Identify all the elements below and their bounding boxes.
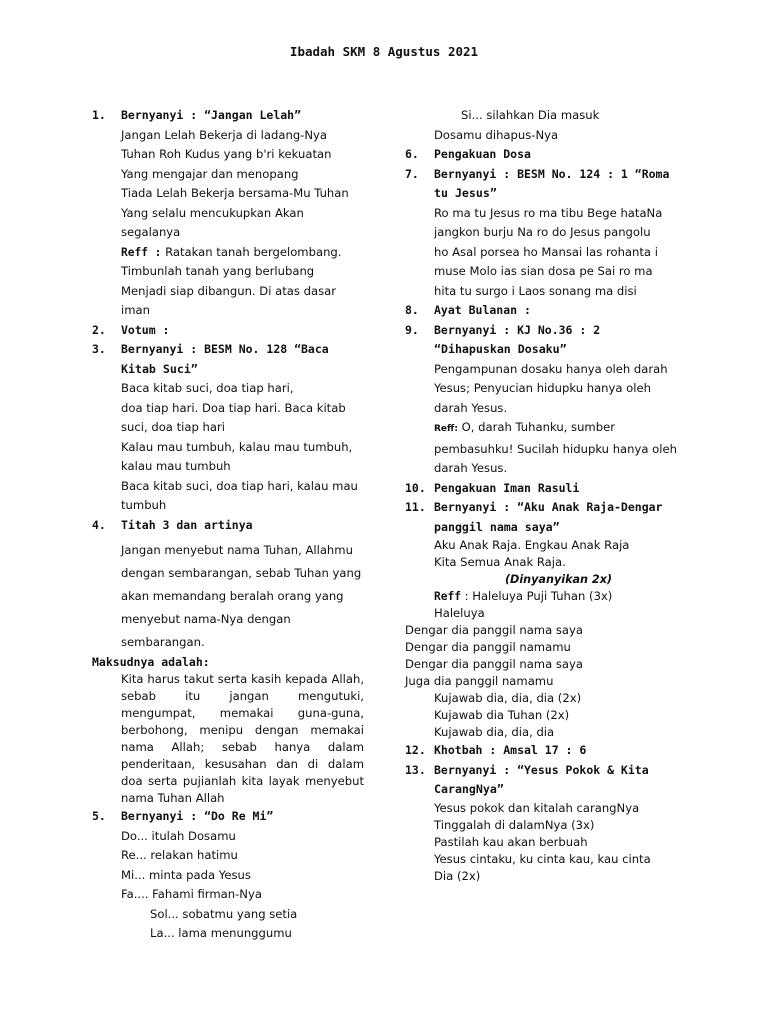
lyric-line: Yesus; Penyucian hidupku hanya oleh — [434, 381, 651, 395]
lyric-line: Tuhan Roh Kudus yang b'ri kekuatan — [121, 147, 332, 161]
reff-text: : Haleluya Puji Tuhan (3x) — [460, 589, 613, 603]
lyric-line: darah Yesus. — [434, 400, 508, 415]
document-title: Ibadah SKM 8 Agustus 2021 — [289, 44, 479, 59]
lyric-line: Yesus cintaku, ku cinta kau, kau cinta — [434, 851, 651, 866]
lyric-line: Re... relakan hatimu — [121, 848, 238, 862]
section-number: 7. — [405, 166, 419, 181]
section-number: 12. — [405, 743, 426, 757]
section-number: 2. — [92, 322, 106, 337]
section-title-cont: panggil nama saya” — [434, 519, 560, 534]
section-5-heading — [92, 807, 364, 827]
right-column — [405, 106, 683, 885]
lyric-line: doa tiap hari. Doa tiap hari. Baca kitab — [121, 400, 346, 415]
reff-text: O, darah Tuhanku, sumber — [457, 420, 615, 434]
lyric-line: Aku Anak Raja. Engkau Anak Raja — [434, 538, 630, 552]
section-9-heading — [405, 321, 683, 341]
left-column — [92, 106, 364, 944]
section-number: 6. — [405, 147, 419, 161]
lyric-line: Kita Semua Anak Raja. — [434, 555, 566, 569]
lyric-line: darah Yesus. — [434, 461, 508, 475]
section-title: Bernyanyi : “Jangan Lelah” — [121, 108, 302, 122]
lyric-line: Do... itulah Dosamu — [121, 828, 236, 843]
section-2-heading — [92, 321, 364, 341]
lyric-line: Ro ma tu Jesus ro ma tibu Bege hataNa — [434, 205, 663, 220]
repeat-note: (Dinyanyikan 2x) — [504, 573, 613, 586]
lyric-line: iman — [121, 303, 150, 317]
lyric-line: Baca kitab suci, doa tiap hari, kalau mau — [121, 478, 358, 493]
text-line: dengan sembarangan, sebab Tuhan yang — [121, 566, 362, 580]
lyric-line: Kalau mau tumbuh, kalau mau tumbuh, — [121, 439, 353, 454]
section-6-heading — [405, 145, 683, 165]
reff-label: Reff — [434, 590, 461, 603]
lyric-line: segalanya — [121, 225, 181, 239]
lyric-line: Mi... minta pada Yesus — [121, 867, 251, 882]
lyric-line: Juga dia panggil namamu — [405, 674, 554, 688]
lyric-line: Dengar dia panggil namamu — [405, 640, 571, 654]
reff-line — [92, 243, 364, 263]
reff-line — [405, 418, 683, 440]
section-title: Bernyanyi : BESM No. 124 : 1 “Roma — [434, 166, 670, 181]
lyric-line: Yang selalu mencukupkan Akan — [121, 205, 304, 220]
maksud-paragraph: Kita harus takut serta kasih kepada Allah, sebab itu jangan mengutuki, mengumpat, memakai guna-guna, berbohong, menipu dengan memakai nama Allah; sebab hanya dalam penderitaan, kesusahan dan di dalam doa serta pujianlah kita layak menyebut nama Tuhan Allah — [121, 672, 364, 805]
lyric-line: Tinggalah di dalamNya (3x) — [434, 817, 595, 832]
lyric-line: Tiada Lelah Bekerja bersama-Mu Tuhan — [121, 186, 349, 200]
section-number: 11. — [405, 500, 426, 514]
lyric-line: Kujawab dia, dia, dia — [434, 725, 555, 739]
lyric-line: kalau mau tumbuh — [121, 459, 231, 473]
section-title: Bernyanyi : “Yesus Pokok & Kita — [434, 762, 649, 777]
lyric-line: Dia (2x) — [434, 868, 481, 883]
lyric-line: Pengampunan dosaku hanya oleh darah — [434, 361, 668, 376]
text-line: sembarangan. — [121, 635, 205, 649]
lyric-line: hita tu surgo i Laos sonang ma disi — [434, 283, 637, 298]
section-number: 5. — [92, 809, 106, 823]
section-title-cont: “Dihapuskan Dosaku” — [434, 342, 567, 356]
lyric-line: Yang mengajar dan menopang — [121, 166, 299, 181]
lyric-line: suci, doa tiap hari — [121, 420, 225, 434]
lyric-line: Pastilah kau akan berbuah — [434, 834, 588, 849]
lyric-line: Haleluya — [434, 606, 485, 620]
lyric-line: Dengar dia panggil nama saya — [405, 623, 583, 637]
lyric-line: pembasuhku! Sucilah hidupku hanya oleh — [434, 441, 677, 456]
section-title: Titah 3 dan artinya — [121, 517, 253, 532]
section-12-heading — [405, 741, 683, 761]
text-line: menyebut nama-Nya dengan — [121, 612, 291, 626]
lyric-line: Jangan Lelah Bekerja di ladang-Nya — [121, 127, 327, 142]
lyric-line: muse Molo ias sian dosa pe Sai ro ma — [434, 264, 653, 278]
lyric-line: Sol... sobatmu yang setia — [150, 906, 298, 921]
section-title: Bernyanyi : “Do Re Mi” — [121, 809, 274, 823]
section-13-heading — [405, 761, 683, 781]
lyric-line: Timbunlah tanah yang berlubang — [121, 264, 315, 278]
lyric-line: Kujawab dia, dia, dia (2x) — [434, 691, 582, 705]
section-number: 8. — [405, 303, 419, 317]
section-1-heading — [92, 106, 364, 126]
section-title-cont: CarangNya” — [434, 782, 504, 796]
lyric-line: Baca kitab suci, doa tiap hari, — [121, 381, 294, 395]
lyric-line: Si... silahkan Dia masuk — [461, 108, 600, 122]
section-10-heading — [405, 479, 683, 499]
lyric-line: Menjadi siap dibangun. Di atas dasar — [121, 283, 336, 298]
text-line: Jangan menyebut nama Tuhan, Allahmu — [121, 543, 353, 557]
section-8-heading — [405, 301, 683, 321]
text-line: akan memandang beralah orang yang — [121, 589, 344, 603]
section-title: Votum : — [121, 322, 170, 337]
section-3-heading — [92, 340, 364, 360]
lyric-line: ho Asal porsea ho Mansai las rohanta i — [434, 244, 658, 259]
section-title-cont: tu Jesus” — [434, 186, 497, 200]
lyric-line: Dosamu dihapus-Nya — [434, 127, 559, 142]
section-title: Bernyanyi : BESM No. 128 “Baca — [121, 342, 329, 356]
reff-text: Ratakan tanah bergelombang. — [161, 244, 342, 259]
section-number: 13. — [405, 762, 426, 777]
section-number: 3. — [92, 342, 106, 356]
section-title: Khotbah : Amsal 17 : 6 — [434, 743, 587, 757]
reff-label: Reff : — [121, 245, 162, 259]
reff-line — [405, 588, 683, 605]
lyric-line: Kujawab dia Tuhan (2x) — [434, 708, 570, 722]
section-title: Bernyanyi : KJ No.36 : 2 — [434, 322, 601, 337]
lyric-line: Fa.... Fahami firman-Nya — [121, 887, 262, 901]
section-number: 1. — [92, 108, 106, 122]
section-number: 10. — [405, 480, 426, 495]
lyric-line: Dengar dia panggil nama saya — [405, 657, 583, 671]
maksud-heading: Maksudnya adalah: — [92, 655, 210, 669]
section-7-heading — [405, 165, 683, 185]
section-title-cont: Kitab Suci” — [121, 361, 198, 376]
lyric-line: tumbuh — [121, 498, 167, 512]
section-title: Pengakuan Iman Rasuli — [434, 480, 580, 495]
lyric-line: La... lama menunggumu — [150, 926, 292, 940]
section-4-heading — [92, 516, 364, 536]
section-number: 4. — [92, 517, 106, 532]
lyric-line: Yesus pokok dan kitalah carangNya — [434, 800, 640, 815]
section-number: 9. — [405, 322, 419, 337]
section-title: Bernyanyi : “Aku Anak Raja-Dengar — [434, 500, 663, 514]
section-title: Ayat Bulanan : — [434, 303, 531, 317]
section-11-heading — [405, 498, 683, 518]
section-title: Pengakuan Dosa — [434, 147, 531, 161]
reff-label: Reff: — [434, 424, 458, 434]
lyric-line: jangkon burju Na ro do Jesus pangolu — [434, 225, 651, 239]
